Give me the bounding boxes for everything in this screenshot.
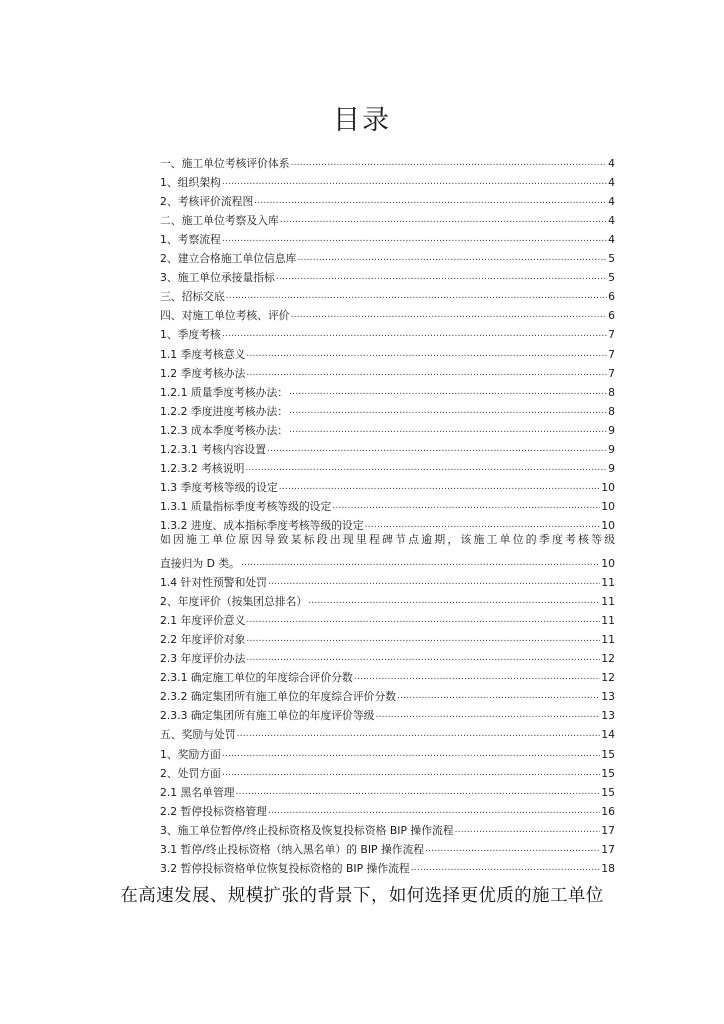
toc-leader-dots xyxy=(246,348,607,362)
toc-entry-label: 2.3.1 确定施工单位的年度综合评价分数 xyxy=(160,671,353,685)
toc-entry-label: 二、施工单位考察及入库 xyxy=(160,214,279,228)
toc-title: 目录 xyxy=(333,105,391,136)
toc-entry-page: 4 xyxy=(608,176,615,190)
toc-entry-page: 7 xyxy=(608,347,615,361)
toc-entry[interactable] xyxy=(160,190,615,209)
toc-entry[interactable] xyxy=(160,304,615,323)
toc-entry[interactable] xyxy=(160,723,615,742)
toc-entry-page: 15 xyxy=(601,766,615,780)
toc-entry-page: 11 xyxy=(601,595,615,609)
toc-entry-label: 2.1 黑名单管理 xyxy=(160,785,235,799)
toc-entry-page: 6 xyxy=(608,309,615,323)
toc-entry-label: 2、建立合格施工单位信息库 xyxy=(160,252,297,266)
toc-entry-label: 三、招标交底 xyxy=(160,290,225,304)
toc-leader-dots xyxy=(245,462,607,476)
toc-entry-label: 3、施工单位承接量指标 xyxy=(160,271,275,285)
toc-entry-page: 10 xyxy=(601,480,615,494)
toc-entry[interactable] xyxy=(160,685,615,704)
toc-entry[interactable] xyxy=(160,628,615,647)
toc-leader-dots xyxy=(222,748,600,762)
toc-leader-dots xyxy=(291,309,608,323)
toc-entry-label: 1、组织架构 xyxy=(160,176,221,190)
toc-entry[interactable] xyxy=(160,742,615,761)
toc-entry-page: 11 xyxy=(601,614,615,628)
toc-leader-dots xyxy=(332,500,600,514)
toc-entry[interactable] xyxy=(160,209,615,228)
toc-entry-label: 1.2.2 季度进度考核办法： xyxy=(160,404,289,418)
toc-entry-page: 15 xyxy=(601,785,615,799)
toc-leader-dots xyxy=(411,862,601,876)
toc-leader-dots xyxy=(222,767,600,781)
toc-entry-label: 3、施工单位暂停/终止投标资格及恢复投标资格 BIP 操作流程 xyxy=(160,823,454,837)
toc-entry[interactable] xyxy=(160,819,615,838)
toc-leader-dots xyxy=(289,386,607,400)
toc-entry[interactable] xyxy=(160,838,615,857)
toc-leader-dots xyxy=(354,671,600,685)
body-paragraph-start: 在高速发展、规模扩张的背景下，如何选择更优质的施工单位 xyxy=(120,886,604,906)
toc-entry-label: 1.3 季度考核等级的设定 xyxy=(160,480,278,494)
toc-entry[interactable] xyxy=(160,342,615,361)
toc-leader-dots xyxy=(246,614,600,628)
toc-entry-page: 16 xyxy=(601,804,615,818)
toc-entry-label: 1.3.1 质量指标季度考核等级的设定 xyxy=(160,499,332,513)
toc-entry[interactable] xyxy=(160,362,615,381)
toc-entry[interactable] xyxy=(160,609,615,628)
toc-entry-label: 四、对施工单位考核、评价 xyxy=(160,309,290,323)
toc-leader-dots xyxy=(268,576,600,590)
toc-entry-page: 14 xyxy=(601,728,615,742)
toc-entry[interactable] xyxy=(160,171,615,190)
toc-entry-label: 2.1 年度评价意义 xyxy=(160,614,246,628)
toc-entry[interactable] xyxy=(160,476,615,495)
toc-entry[interactable] xyxy=(160,762,615,781)
toc-entry-label: 1、考察流程 xyxy=(160,233,221,247)
toc-entry-page: 8 xyxy=(608,385,615,399)
toc-entry-page: 13 xyxy=(601,709,615,723)
toc-entry[interactable] xyxy=(160,419,615,438)
toc-leader-dots xyxy=(289,424,607,438)
toc-leader-dots xyxy=(222,176,607,190)
toc-entry-label: 3.1 暂停/终止投标资格（纳入黑名单）的 BIP 操作流程 xyxy=(160,842,425,856)
toc-leader-dots xyxy=(308,595,600,609)
toc-leader-dots xyxy=(268,805,600,819)
toc-leader-dots xyxy=(276,271,607,285)
toc-entry-label: 如因施工单位原因导致某标段出现里程碑节点逾期，该施工单位的季度考核等级 xyxy=(160,532,615,546)
toc-entry-page: 12 xyxy=(601,671,615,685)
table-of-contents xyxy=(160,152,615,876)
toc-entry-label: 1、奖励方面 xyxy=(160,747,221,761)
toc-leader-dots xyxy=(397,690,600,704)
toc-entry-label: 1、季度考核 xyxy=(160,328,221,342)
toc-entry-page: 17 xyxy=(601,842,615,856)
toc-entry-label: 1.1 季度考核意义 xyxy=(160,347,246,361)
toc-leader-dots xyxy=(279,481,600,495)
toc-entry[interactable] xyxy=(160,323,615,342)
toc-entry-page: 11 xyxy=(601,576,615,590)
toc-entry-label: 2、处罚方面 xyxy=(160,766,221,780)
toc-entry-page: 5 xyxy=(608,252,615,266)
toc-leader-dots xyxy=(241,557,600,571)
toc-entry-page: 7 xyxy=(608,328,615,342)
toc-entry[interactable] xyxy=(160,266,615,285)
toc-entry[interactable] xyxy=(160,781,615,800)
toc-entry[interactable] xyxy=(160,438,615,457)
toc-entry-page: 7 xyxy=(608,366,615,380)
toc-entry-page: 4 xyxy=(608,157,615,171)
toc-entry-page: 17 xyxy=(601,823,615,837)
toc-leader-dots xyxy=(222,233,607,247)
toc-entry[interactable] xyxy=(160,457,615,476)
toc-entry-page: 4 xyxy=(608,233,615,247)
toc-entry-label: 五、奖励与处罚 xyxy=(160,728,236,742)
toc-leader-dots xyxy=(226,290,607,304)
toc-entry[interactable] xyxy=(160,533,615,552)
toc-entry-page: 10 xyxy=(601,499,615,513)
toc-leader-dots xyxy=(455,824,601,838)
toc-entry-label: 2、考核评价流程图 xyxy=(160,195,254,209)
toc-entry-page: 4 xyxy=(608,195,615,209)
toc-entry-label: 1.2 季度考核办法 xyxy=(160,366,246,380)
toc-entry-label: 1.2.3.2 考核说明 xyxy=(160,461,245,475)
toc-entry-label: 2、年度评价（按集团总排名） xyxy=(160,595,308,609)
toc-entry[interactable] xyxy=(160,666,615,685)
toc-leader-dots xyxy=(254,195,607,209)
toc-entry-page: 12 xyxy=(601,652,615,666)
toc-leader-dots xyxy=(291,157,608,171)
toc-entry-label: 2.2 年度评价对象 xyxy=(160,633,246,647)
toc-entry[interactable] xyxy=(160,857,615,876)
toc-entry-label: 2.3.2 确定集团所有施工单位的年度综合评价分数 xyxy=(160,690,397,704)
toc-entry-page: 5 xyxy=(608,271,615,285)
toc-entry[interactable] xyxy=(160,247,615,266)
toc-entry[interactable] xyxy=(160,590,615,609)
toc-entry-page: 9 xyxy=(608,442,615,456)
toc-entry[interactable] xyxy=(160,800,615,819)
toc-entry[interactable] xyxy=(160,571,615,590)
toc-entry-label: 2.3 年度评价办法 xyxy=(160,652,246,666)
toc-entry-label: 3.2 暂停投标资格单位恢复投标资格的 BIP 操作流程 xyxy=(160,861,410,875)
toc-entry[interactable] xyxy=(160,552,615,571)
toc-leader-dots xyxy=(280,214,607,228)
toc-entry-label: 1.2.1 质量季度考核办法： xyxy=(160,385,289,399)
toc-entry-label: 1.3.2 进度、成本指标季度考核等级的设定 xyxy=(160,518,364,532)
toc-leader-dots xyxy=(237,728,601,742)
toc-entry-page: 10 xyxy=(601,518,615,532)
toc-leader-dots xyxy=(246,367,607,381)
toc-entry[interactable] xyxy=(160,228,615,247)
toc-entry-label: 2.2 暂停投标资格管理 xyxy=(160,804,267,818)
toc-leader-dots xyxy=(246,633,600,647)
toc-leader-dots xyxy=(297,252,607,266)
toc-entry-page: 15 xyxy=(601,747,615,761)
toc-leader-dots xyxy=(267,443,607,457)
toc-entry-page: 18 xyxy=(601,861,615,875)
toc-entry-page: 8 xyxy=(608,404,615,418)
toc-leader-dots xyxy=(246,652,600,666)
toc-entry-page: 6 xyxy=(608,290,615,304)
toc-entry-label: 2.3.3 确定集团所有施工单位的年度评价等级 xyxy=(160,709,375,723)
toc-leader-dots xyxy=(236,786,601,800)
toc-entry-page: 9 xyxy=(608,461,615,475)
toc-leader-dots xyxy=(289,405,607,419)
toc-leader-dots xyxy=(365,519,601,533)
toc-entry-page: 11 xyxy=(601,633,615,647)
toc-entry[interactable] xyxy=(160,400,615,419)
toc-entry[interactable] xyxy=(160,152,615,171)
toc-entry-page: 10 xyxy=(601,557,615,571)
toc-entry-label: 直接归为 D 类。 xyxy=(160,557,240,571)
toc-entry[interactable] xyxy=(160,647,615,666)
toc-entry-label: 一、施工单位考核评价体系 xyxy=(160,157,290,171)
toc-entry[interactable] xyxy=(160,381,615,400)
toc-leader-dots xyxy=(375,709,600,723)
toc-entry-label: 1.2.3 成本季度考核办法： xyxy=(160,423,289,437)
toc-leader-dots xyxy=(425,843,600,857)
toc-entry-page: 9 xyxy=(608,423,615,437)
toc-entry[interactable] xyxy=(160,704,615,723)
toc-entry-page: 13 xyxy=(601,690,615,704)
toc-entry[interactable] xyxy=(160,514,615,533)
toc-leader-dots xyxy=(222,328,607,342)
toc-entry-label: 1.4 针对性预警和处罚 xyxy=(160,576,267,590)
toc-entry[interactable] xyxy=(160,285,615,304)
toc-entry-page: 4 xyxy=(608,214,615,228)
toc-entry[interactable] xyxy=(160,495,615,514)
toc-entry-label: 1.2.3.1 考核内容设置 xyxy=(160,442,266,456)
